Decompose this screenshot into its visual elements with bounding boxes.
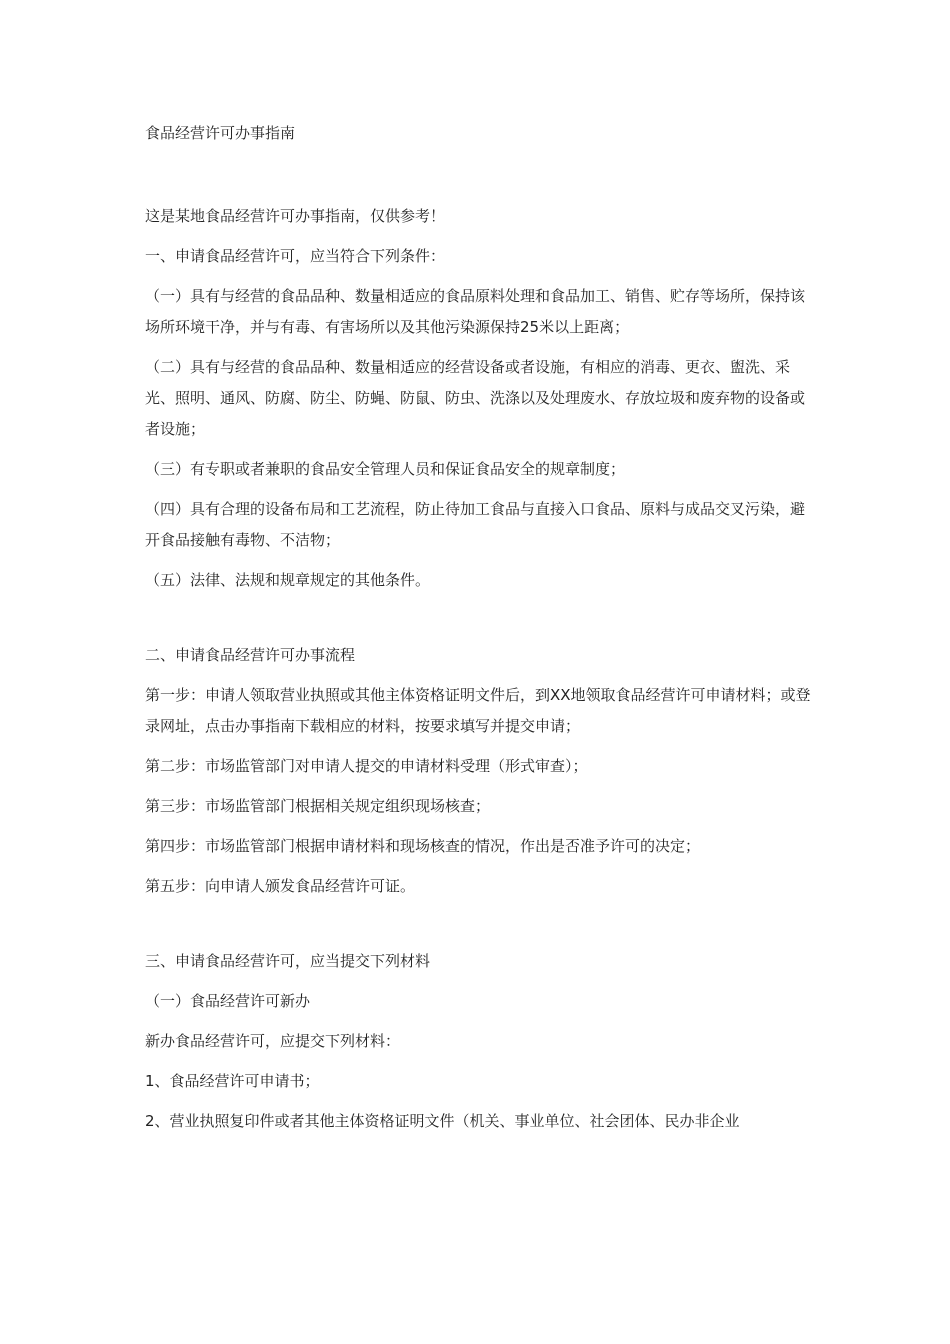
section1-item: （三）有专职或者兼职的食品安全管理人员和保证食品安全的规章制度；: [145, 460, 626, 478]
document-body: [145, 118, 813, 1146]
section1-heading: 一、申请食品经营许可，应当符合下列条件：: [145, 247, 446, 265]
section3-subheading: （一）食品经营许可新办: [145, 992, 311, 1010]
intro-paragraph: 这是某地食品经营许可办事指南，仅供参考！: [145, 207, 446, 225]
section2-step: 第二步：市场监管部门对申请人提交的申请材料受理（形式审查）；: [145, 757, 588, 775]
section2-step: 第五步：向申请人颁发食品经营许可证。: [145, 877, 416, 895]
section3-heading: 三、申请食品经营许可，应当提交下列材料: [145, 952, 431, 970]
section2-step: 第一步：申请人领取营业执照或其他主体资格证明文件后，到XX地领取食品经营许可申请材料；或登录网址，点击办事指南下载相应的材料，按要求填写并提交申请；: [145, 686, 811, 735]
section2-heading: 二、申请食品经营许可办事流程: [145, 646, 356, 664]
section2-step: 第三步：市场监管部门根据相关规定组织现场核查；: [145, 797, 491, 815]
document-title: 食品经营许可办事指南: [145, 124, 296, 142]
section3-lead: 新办食品经营许可，应提交下列材料：: [145, 1032, 401, 1050]
section1-item: （四）具有合理的设备布局和工艺流程，防止待加工食品与直接入口食品、原料与成品交叉污染，避开食品接触有毒物、不洁物；: [145, 500, 806, 549]
section1-item: （一）具有与经营的食品品种、数量相适应的食品原料处理和食品加工、销售、贮存等场所，保持该场所环境干净，并与有毒、有害场所以及其他污染源保持25米以上距离；: [145, 287, 806, 336]
section1-item: （五）法律、法规和规章规定的其他条件。: [145, 571, 431, 589]
section3-item: 1、食品经营许可申请书；: [145, 1072, 320, 1090]
section3-item: 2、营业执照复印件或者其他主体资格证明文件（机关、事业单位、社会团体、民办非企业: [145, 1112, 740, 1130]
section2-step: 第四步：市场监管部门根据申请材料和现场核查的情况，作出是否准予许可的决定；: [145, 837, 701, 855]
section1-item: （二）具有与经营的食品品种、数量相适应的经营设备或者设施，有相应的消毒、更衣、盥洗、采光、照明、通风、防腐、防尘、防蝇、防鼠、防虫、洗涤以及处理废水、存放垃圾和废弃物的设备或者设施；: [145, 358, 806, 438]
